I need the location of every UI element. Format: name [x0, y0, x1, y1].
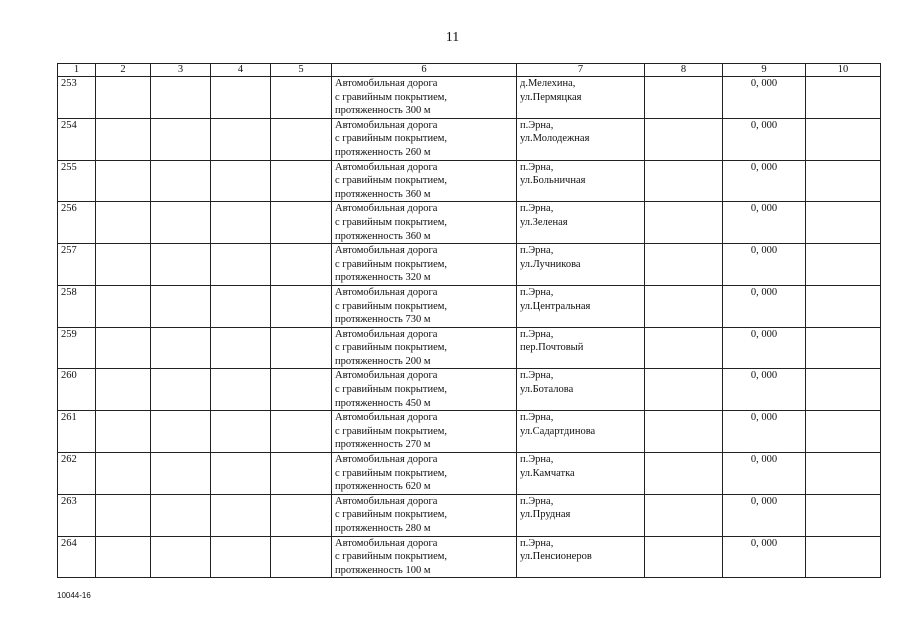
address-line: ул.Лучникова: [520, 258, 581, 270]
empty-cell: [271, 118, 332, 160]
empty-cell: [211, 160, 271, 202]
object-address: [517, 202, 645, 244]
object-address: [517, 118, 645, 160]
address-line: п.Эрна,: [520, 537, 554, 549]
empty-cell: [645, 160, 723, 202]
address-line: ул.Пермяцкая: [520, 91, 582, 103]
address-line: п.Эрна,: [520, 286, 554, 298]
description-line: протяженность 620 м: [335, 481, 431, 493]
object-description: [332, 160, 517, 202]
empty-cell: [96, 77, 151, 119]
empty-cell: [645, 244, 723, 286]
table-row: [58, 369, 881, 411]
value-cell: 0, 000: [723, 536, 806, 578]
description-line: Автомобильная дорога: [335, 495, 438, 507]
object-address: [517, 453, 645, 495]
address-line: п.Эрна,: [520, 119, 554, 131]
table-row: [58, 160, 881, 202]
empty-cell: [271, 202, 332, 244]
object-description: [332, 494, 517, 536]
description-line: с гравийным покрытием,: [335, 216, 448, 228]
empty-cell: [96, 411, 151, 453]
description-line: Автомобильная дорога: [335, 454, 438, 466]
empty-cell: [271, 494, 332, 536]
empty-cell: [151, 285, 211, 327]
object-address: [517, 244, 645, 286]
empty-cell: [211, 77, 271, 119]
address-line: п.Эрна,: [520, 161, 554, 173]
description-line: протяженность 730 м: [335, 314, 431, 326]
value-cell: 0, 000: [723, 494, 806, 536]
description-line: с гравийным покрытием,: [335, 467, 448, 479]
empty-cell: [151, 77, 211, 119]
address-line: пер.Почтовый: [520, 342, 584, 354]
empty-cell: [645, 77, 723, 119]
empty-cell: [211, 327, 271, 369]
column-header: 9: [723, 64, 806, 77]
address-line: ул.Молодежная: [520, 133, 590, 145]
table-row: [58, 411, 881, 453]
empty-cell: [211, 369, 271, 411]
empty-cell: [271, 77, 332, 119]
empty-cell: [96, 244, 151, 286]
table-row: [58, 202, 881, 244]
object-description: [332, 202, 517, 244]
empty-cell: [96, 327, 151, 369]
address-line: ул.Пенсионеров: [520, 551, 592, 563]
column-header: 1: [58, 64, 96, 77]
empty-cell: [151, 327, 211, 369]
column-header: 4: [211, 64, 271, 77]
description-line: протяженность 200 м: [335, 355, 431, 367]
empty-cell: [271, 536, 332, 578]
description-line: Автомобильная дорога: [335, 161, 438, 173]
table-row: [58, 118, 881, 160]
empty-cell: [211, 536, 271, 578]
empty-cell: [151, 494, 211, 536]
object-address: [517, 160, 645, 202]
row-number: 263: [58, 494, 96, 536]
object-description: [332, 411, 517, 453]
empty-cell: [211, 494, 271, 536]
value-cell: 0, 000: [723, 202, 806, 244]
description-line: с гравийным покрытием,: [335, 91, 448, 103]
empty-cell: [806, 536, 881, 578]
empty-cell: [806, 411, 881, 453]
empty-cell: [806, 494, 881, 536]
empty-cell: [271, 369, 332, 411]
address-line: ул.Больничная: [520, 175, 586, 187]
object-description: [332, 536, 517, 578]
empty-cell: [645, 202, 723, 244]
object-description: [332, 369, 517, 411]
object-address: [517, 411, 645, 453]
document-code: 10044-16: [57, 591, 91, 600]
description-line: с гравийным покрытием,: [335, 258, 448, 270]
table-row: [58, 327, 881, 369]
value-cell: 0, 000: [723, 453, 806, 495]
empty-cell: [645, 327, 723, 369]
empty-cell: [211, 453, 271, 495]
empty-cell: [645, 453, 723, 495]
table-row: [58, 453, 881, 495]
header-row: [58, 64, 881, 77]
row-number: 264: [58, 536, 96, 578]
empty-cell: [645, 118, 723, 160]
value-cell: 0, 000: [723, 244, 806, 286]
description-line: Автомобильная дорога: [335, 203, 438, 215]
table-row: [58, 494, 881, 536]
description-line: протяженность 300 м: [335, 105, 431, 117]
value-cell: 0, 000: [723, 285, 806, 327]
description-line: Автомобильная дорога: [335, 537, 438, 549]
table-row: [58, 285, 881, 327]
empty-cell: [645, 411, 723, 453]
column-header: 7: [517, 64, 645, 77]
column-header: 2: [96, 64, 151, 77]
empty-cell: [96, 494, 151, 536]
empty-cell: [211, 411, 271, 453]
row-number: 260: [58, 369, 96, 411]
object-description: [332, 453, 517, 495]
value-cell: 0, 000: [723, 160, 806, 202]
address-line: п.Эрна,: [520, 412, 554, 424]
address-line: п.Эрна,: [520, 370, 554, 382]
description-line: протяженность 360 м: [335, 230, 431, 242]
empty-cell: [806, 118, 881, 160]
description-line: с гравийным покрытием,: [335, 175, 448, 187]
column-header: 3: [151, 64, 211, 77]
address-line: п.Эрна,: [520, 495, 554, 507]
empty-cell: [271, 453, 332, 495]
empty-cell: [151, 160, 211, 202]
empty-cell: [271, 411, 332, 453]
address-line: п.Эрна,: [520, 245, 554, 257]
empty-cell: [806, 453, 881, 495]
address-line: п.Эрна,: [520, 328, 554, 340]
row-number: 262: [58, 453, 96, 495]
description-line: Автомобильная дорога: [335, 412, 438, 424]
row-number: 261: [58, 411, 96, 453]
empty-cell: [151, 369, 211, 411]
address-line: п.Эрна,: [520, 454, 554, 466]
empty-cell: [151, 453, 211, 495]
empty-cell: [151, 244, 211, 286]
description-line: Автомобильная дорога: [335, 328, 438, 340]
object-address: [517, 536, 645, 578]
empty-cell: [211, 202, 271, 244]
empty-cell: [96, 536, 151, 578]
empty-cell: [151, 536, 211, 578]
empty-cell: [271, 285, 332, 327]
description-line: с гравийным покрытием,: [335, 342, 448, 354]
description-line: Автомобильная дорога: [335, 78, 438, 89]
table-row: [58, 244, 881, 286]
column-header: 6: [332, 64, 517, 77]
description-line: протяженность 280 м: [335, 523, 431, 534]
object-address: [517, 327, 645, 369]
empty-cell: [96, 369, 151, 411]
empty-cell: [151, 411, 211, 453]
empty-cell: [211, 244, 271, 286]
row-number: 256: [58, 202, 96, 244]
empty-cell: [271, 244, 332, 286]
row-number: 259: [58, 327, 96, 369]
empty-cell: [645, 285, 723, 327]
description-line: с гравийным покрытием,: [335, 384, 448, 396]
address-line: ул.Садартдинова: [520, 425, 596, 437]
address-line: ул.Зеленая: [520, 216, 568, 228]
empty-cell: [271, 160, 332, 202]
empty-cell: [806, 202, 881, 244]
empty-cell: [806, 285, 881, 327]
object-address: [517, 369, 645, 411]
empty-cell: [151, 118, 211, 160]
empty-cell: [211, 118, 271, 160]
row-number: 254: [58, 118, 96, 160]
column-header: 8: [645, 64, 723, 77]
address-line: ул.Боталова: [520, 384, 574, 396]
row-number: 255: [58, 160, 96, 202]
row-number: 257: [58, 244, 96, 286]
description-line: Автомобильная дорога: [335, 370, 438, 382]
object-description: [332, 77, 517, 119]
empty-cell: [645, 369, 723, 411]
empty-cell: [806, 327, 881, 369]
empty-cell: [806, 244, 881, 286]
object-description: [332, 285, 517, 327]
description-line: с гравийным покрытием,: [335, 425, 448, 437]
description-line: протяженность 270 м: [335, 439, 431, 451]
empty-cell: [806, 160, 881, 202]
object-description: [332, 327, 517, 369]
empty-cell: [96, 453, 151, 495]
value-cell: 0, 000: [723, 369, 806, 411]
empty-cell: [645, 494, 723, 536]
object-address: [517, 77, 645, 119]
address-line: п.Эрна,: [520, 203, 554, 215]
row-number: 258: [58, 285, 96, 327]
table-row: [58, 536, 881, 578]
object-address: [517, 494, 645, 536]
address-line: ул.Камчатка: [520, 467, 575, 479]
description-line: протяженность 360 м: [335, 188, 431, 200]
object-description: [332, 118, 517, 160]
registry-table: [57, 63, 881, 578]
page-number: 11: [445, 30, 460, 45]
description-line: с гравийным покрытием,: [335, 509, 448, 521]
empty-cell: [211, 285, 271, 327]
empty-cell: [271, 327, 332, 369]
empty-cell: [96, 202, 151, 244]
address-line: д.Мелехина,: [520, 78, 576, 89]
empty-cell: [806, 77, 881, 119]
row-number: 253: [58, 77, 96, 119]
empty-cell: [96, 160, 151, 202]
value-cell: 0, 000: [723, 118, 806, 160]
column-header: 10: [806, 64, 881, 77]
empty-cell: [96, 285, 151, 327]
object-description: [332, 244, 517, 286]
table-row: [58, 77, 881, 119]
address-line: ул.Прудная: [520, 509, 571, 521]
value-cell: 0, 000: [723, 327, 806, 369]
description-line: протяженность 320 м: [335, 272, 431, 284]
description-line: с гравийным покрытием,: [335, 551, 448, 563]
description-line: протяженность 450 м: [335, 397, 431, 409]
empty-cell: [151, 202, 211, 244]
object-address: [517, 285, 645, 327]
column-header: 5: [271, 64, 332, 77]
description-line: протяженность 260 м: [335, 146, 431, 158]
description-line: Автомобильная дорога: [335, 245, 438, 257]
description-line: Автомобильная дорога: [335, 286, 438, 298]
value-cell: 0, 000: [723, 411, 806, 453]
description-line: с гравийным покрытием,: [335, 133, 448, 145]
value-cell: 0, 000: [723, 77, 806, 119]
description-line: с гравийным покрытием,: [335, 300, 448, 312]
description-line: Автомобильная дорога: [335, 119, 438, 131]
address-line: ул.Центральная: [520, 300, 591, 312]
empty-cell: [96, 118, 151, 160]
empty-cell: [806, 369, 881, 411]
empty-cell: [645, 536, 723, 578]
description-line: протяженность 100 м: [335, 564, 431, 576]
